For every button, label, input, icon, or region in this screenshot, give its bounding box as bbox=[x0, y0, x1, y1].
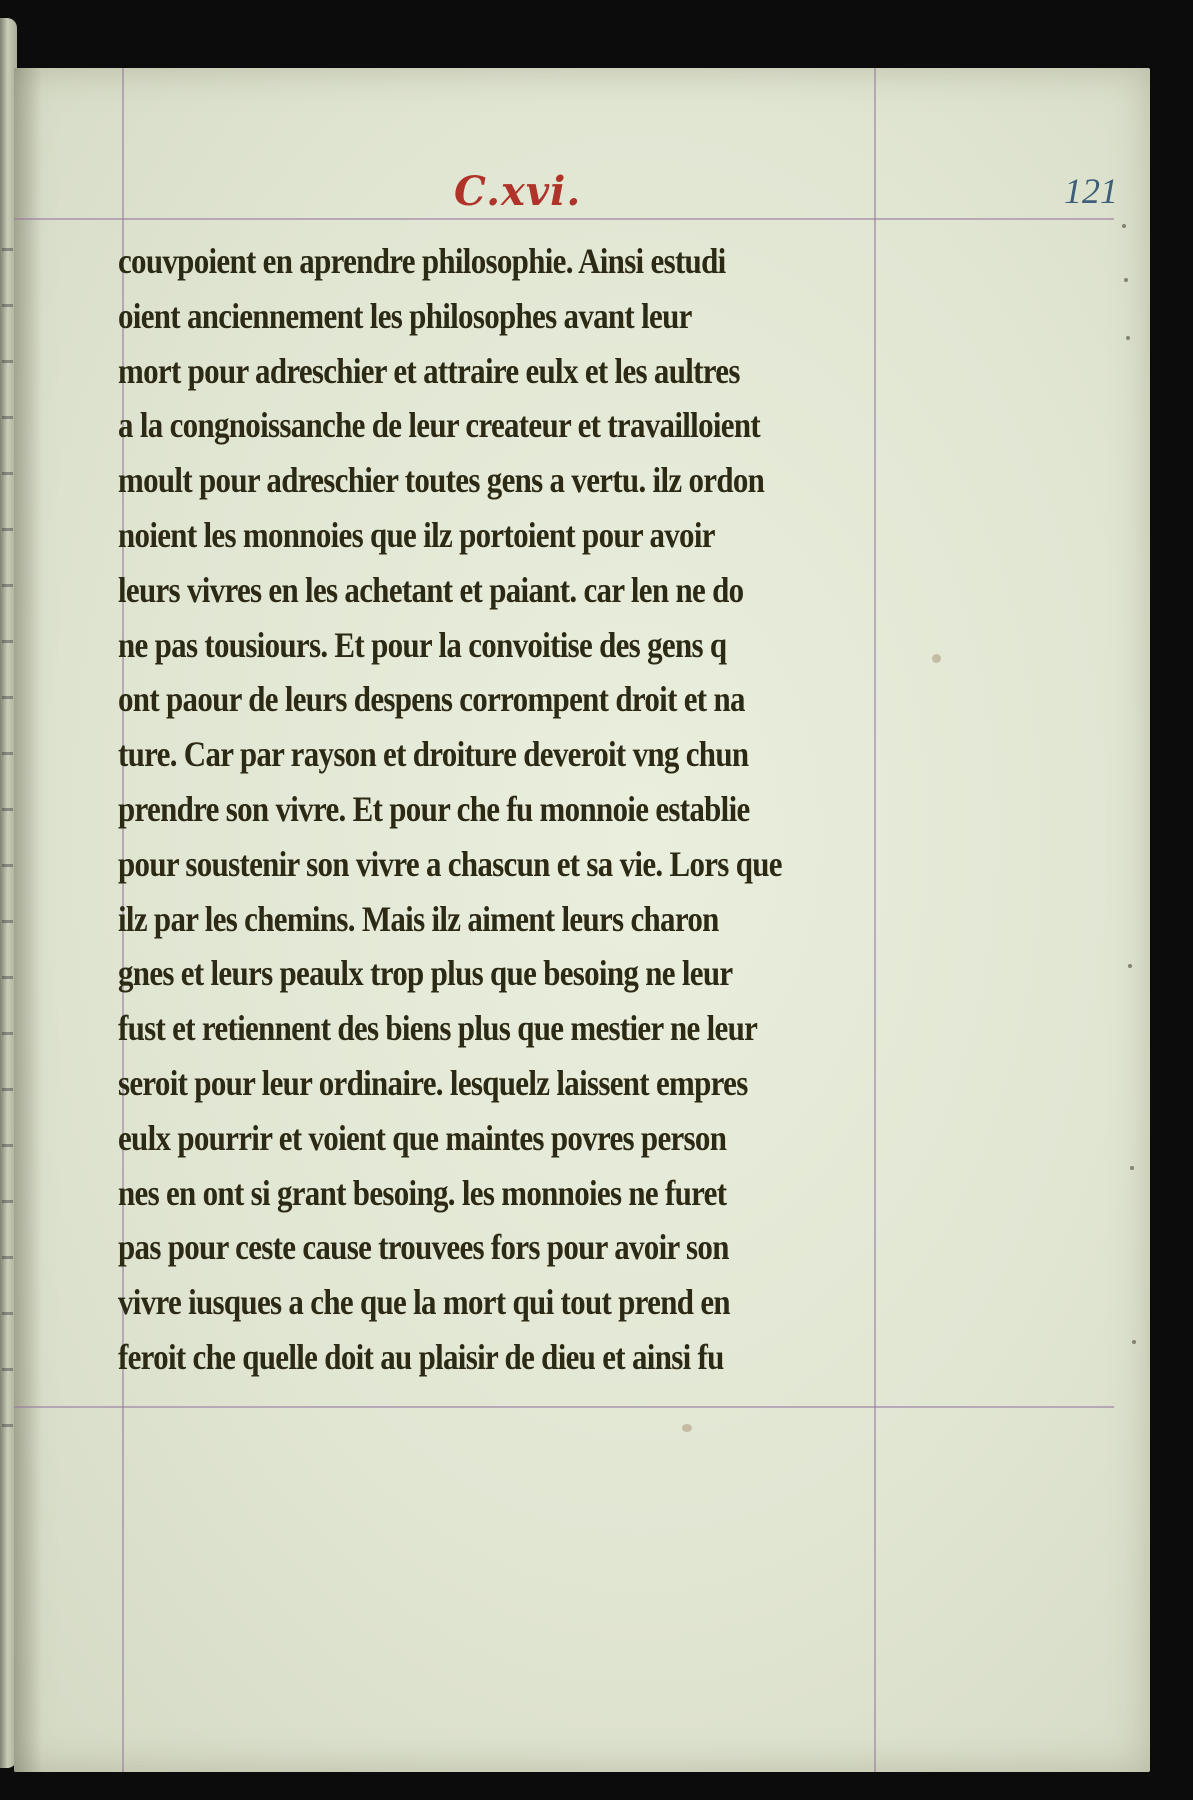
text-line: mort pour adreschier et attraire eulx et les aultres bbox=[118, 350, 740, 391]
pricking-mark bbox=[1128, 964, 1132, 968]
pricking-mark bbox=[1122, 224, 1126, 228]
text-line: fust et retiennent des biens plus que mestier ne leur bbox=[118, 1008, 758, 1049]
chapter-heading: C.xvi. bbox=[454, 168, 582, 215]
text-line: couvpoient en aprendre philosophie. Ainsi estudi bbox=[118, 241, 726, 281]
text-line: ture. Car par rayson et droiture deveroit vng chun bbox=[118, 734, 749, 775]
text-line: eulx pourrir et voient que maintes povres person bbox=[118, 1117, 727, 1158]
top-text-rule bbox=[14, 218, 1114, 220]
bottom-text-rule bbox=[14, 1406, 1114, 1408]
text-line: ilz par les chemins. Mais ilz aiment leurs charon bbox=[118, 898, 719, 939]
previous-page-text-edge bbox=[2, 248, 13, 1428]
text-line: seroit pour leur ordinaire. lesquelz laissent empres bbox=[118, 1062, 748, 1103]
pricking-mark bbox=[1132, 1340, 1136, 1344]
pricking-mark bbox=[1126, 336, 1130, 340]
text-line: pour soustenir son vivre a chascun et sa vie. Lors que bbox=[118, 843, 782, 884]
text-line: ne pas tousiours. Et pour la convoitise des gens q bbox=[118, 624, 727, 665]
pricking-mark bbox=[1130, 1166, 1134, 1170]
text-line: noient les monnoies que ilz portoient pour avoir bbox=[118, 514, 715, 555]
text-line: oient anciennement les philosophes avant leur bbox=[118, 295, 692, 336]
parchment-stain bbox=[682, 1424, 692, 1432]
text-line: nes en ont si grant besoing. les monnoies ne furet bbox=[118, 1172, 727, 1213]
text-line: pas pour ceste cause trouvees fors pour avoir son bbox=[118, 1227, 729, 1268]
text-line: a la congnoissanche de leur createur et travailloient bbox=[118, 405, 761, 446]
parchment-stain bbox=[932, 654, 941, 663]
text-line: vivre iusques a che que la mort qui tout prend en bbox=[118, 1282, 730, 1323]
text-line: prendre son vivre. Et pour che fu monnoie establie bbox=[118, 788, 750, 829]
text-line: leurs vivres en les achetant et paiant. car len ne do bbox=[118, 569, 744, 610]
manuscript-text-block bbox=[118, 234, 908, 1385]
text-line: feroit che quelle doit au plaisir de dieu et ainsi fu bbox=[118, 1336, 724, 1377]
text-line: gnes et leurs peaulx trop plus que besoing ne leur bbox=[118, 953, 733, 994]
pricking-mark bbox=[1124, 278, 1128, 282]
folio-number: 121 bbox=[1064, 171, 1118, 211]
text-line: ont paour de leurs despens corrompent droit et na bbox=[118, 679, 745, 720]
text-line: moult pour adreschier toutes gens a vertu. ilz ordon bbox=[118, 460, 765, 501]
